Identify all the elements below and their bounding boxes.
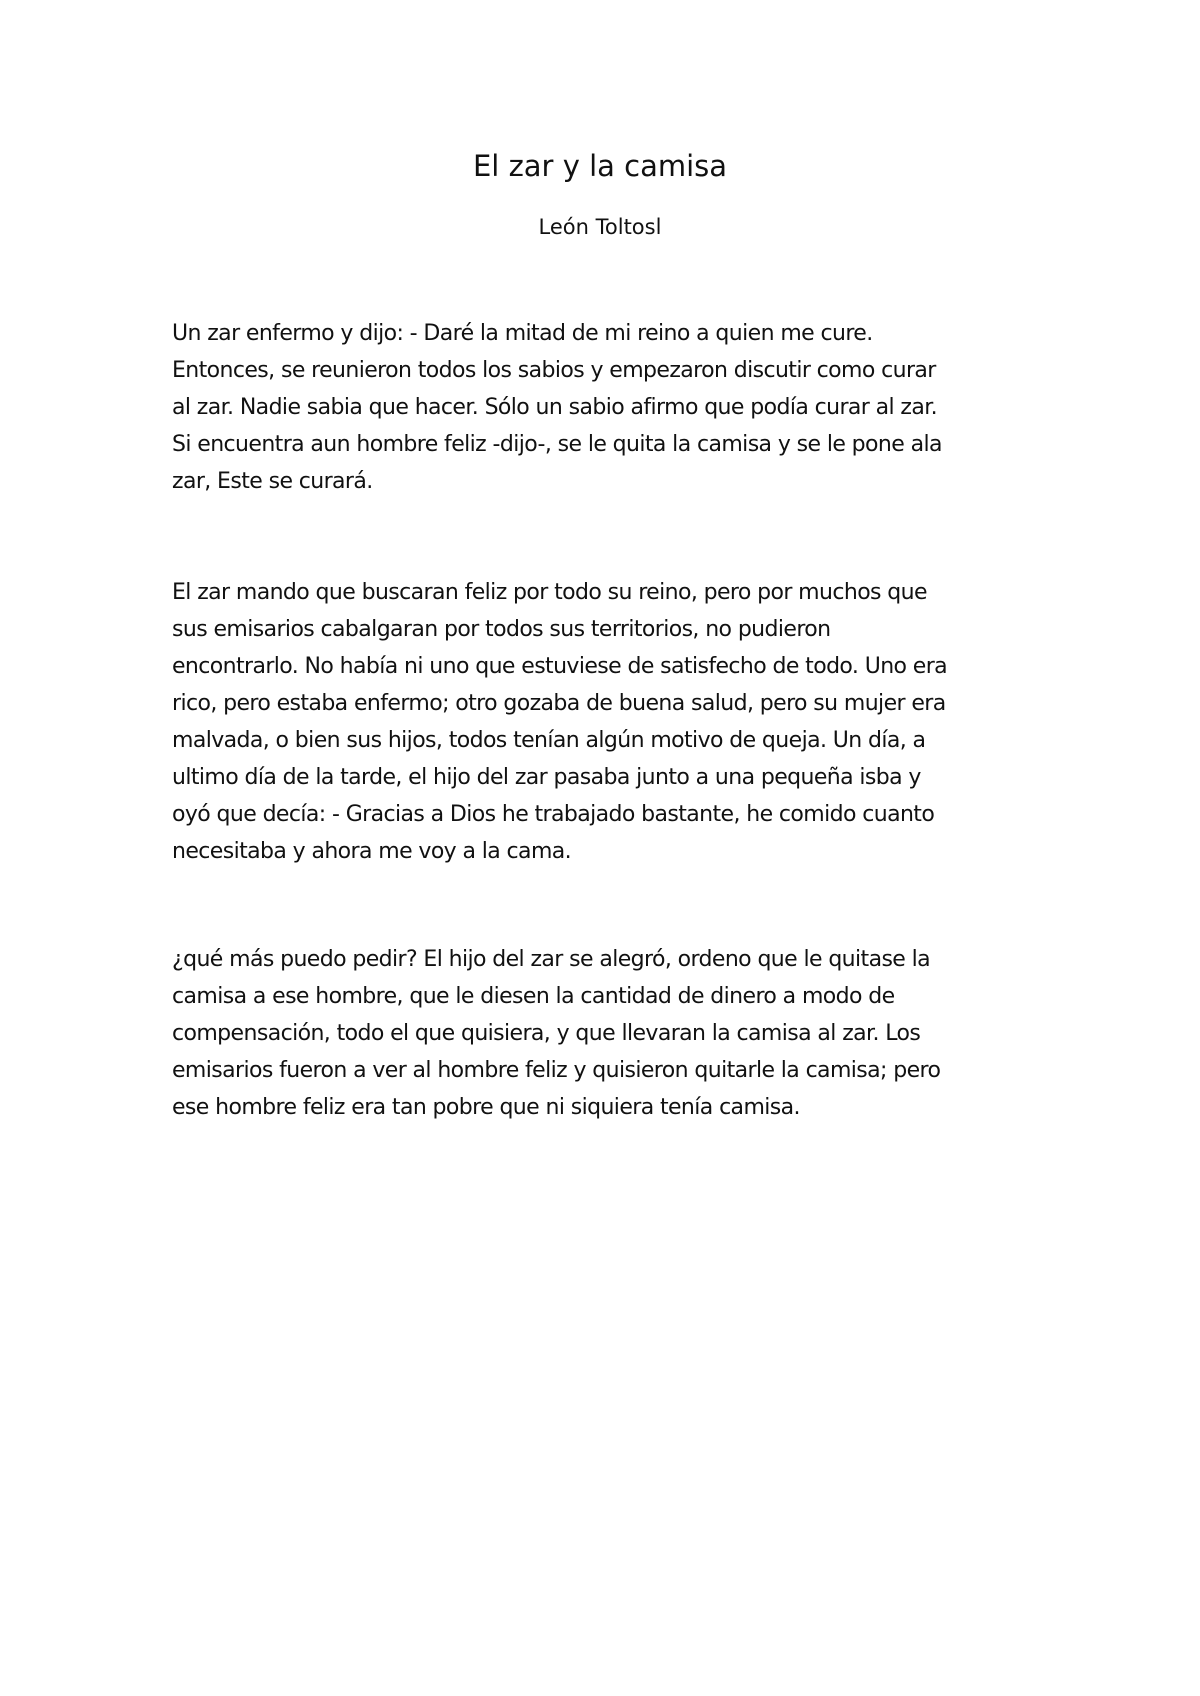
document-author: León Toltosl xyxy=(538,215,662,239)
paragraph-line: encontrarlo. No había ni uno que estuviese de satisfecho de todo. Uno era xyxy=(172,654,948,679)
paragraph-line: al zar. Nadie sabia que hacer. Sólo un sabio afirmo que podía curar al zar. xyxy=(172,395,938,420)
paragraph-line: camisa a ese hombre, que le diesen la cantidad de dinero a modo de xyxy=(172,984,895,1009)
paragraph-line: necesitaba y ahora me voy a la cama. xyxy=(172,839,572,864)
paragraph-line: ese hombre feliz era tan pobre que ni siquiera tenía camisa. xyxy=(172,1095,800,1120)
paragraph-3 xyxy=(172,941,1042,1126)
paragraph-line: compensación, todo el que quisiera, y que llevaran la camisa al zar. Los xyxy=(172,1021,921,1046)
paragraph-line: rico, pero estaba enfermo; otro gozaba de buena salud, pero su mujer era xyxy=(172,691,946,716)
document-title: El zar y la camisa xyxy=(472,149,728,183)
paragraph-line: El zar mando que buscaran feliz por todo su reino, pero por muchos que xyxy=(172,580,927,605)
paragraph-line: Entonces, se reunieron todos los sabios y empezaron discutir como curar xyxy=(172,358,936,383)
paragraph-line: oyó que decía: - Gracias a Dios he trabajado bastante, he comido cuanto xyxy=(172,802,935,827)
paragraph-line: Un zar enfermo y dijo: - Daré la mitad de mi reino a quien me cure. xyxy=(172,321,873,346)
paragraph-line: Si encuentra aun hombre feliz -dijo-, se le quita la camisa y se le pone ala xyxy=(172,432,942,457)
paragraph-line: emisarios fueron a ver al hombre feliz y quisieron quitarle la camisa; pero xyxy=(172,1058,941,1083)
paragraph-line: sus emisarios cabalgaran por todos sus territorios, no pudieron xyxy=(172,617,831,642)
paragraph-line: ultimo día de la tarde, el hijo del zar pasaba junto a una pequeña isba y xyxy=(172,765,921,790)
paragraph-line: malvada, o bien sus hijos, todos tenían algún motivo de queja. Un día, a xyxy=(172,728,926,753)
paragraph-1 xyxy=(172,315,1042,500)
paragraph-line: zar, Este se curará. xyxy=(172,469,373,494)
paragraph-line: ¿qué más puedo pedir? El hijo del zar se alegró, ordeno que le quitase la xyxy=(172,947,931,972)
paragraph-2 xyxy=(172,574,1042,870)
